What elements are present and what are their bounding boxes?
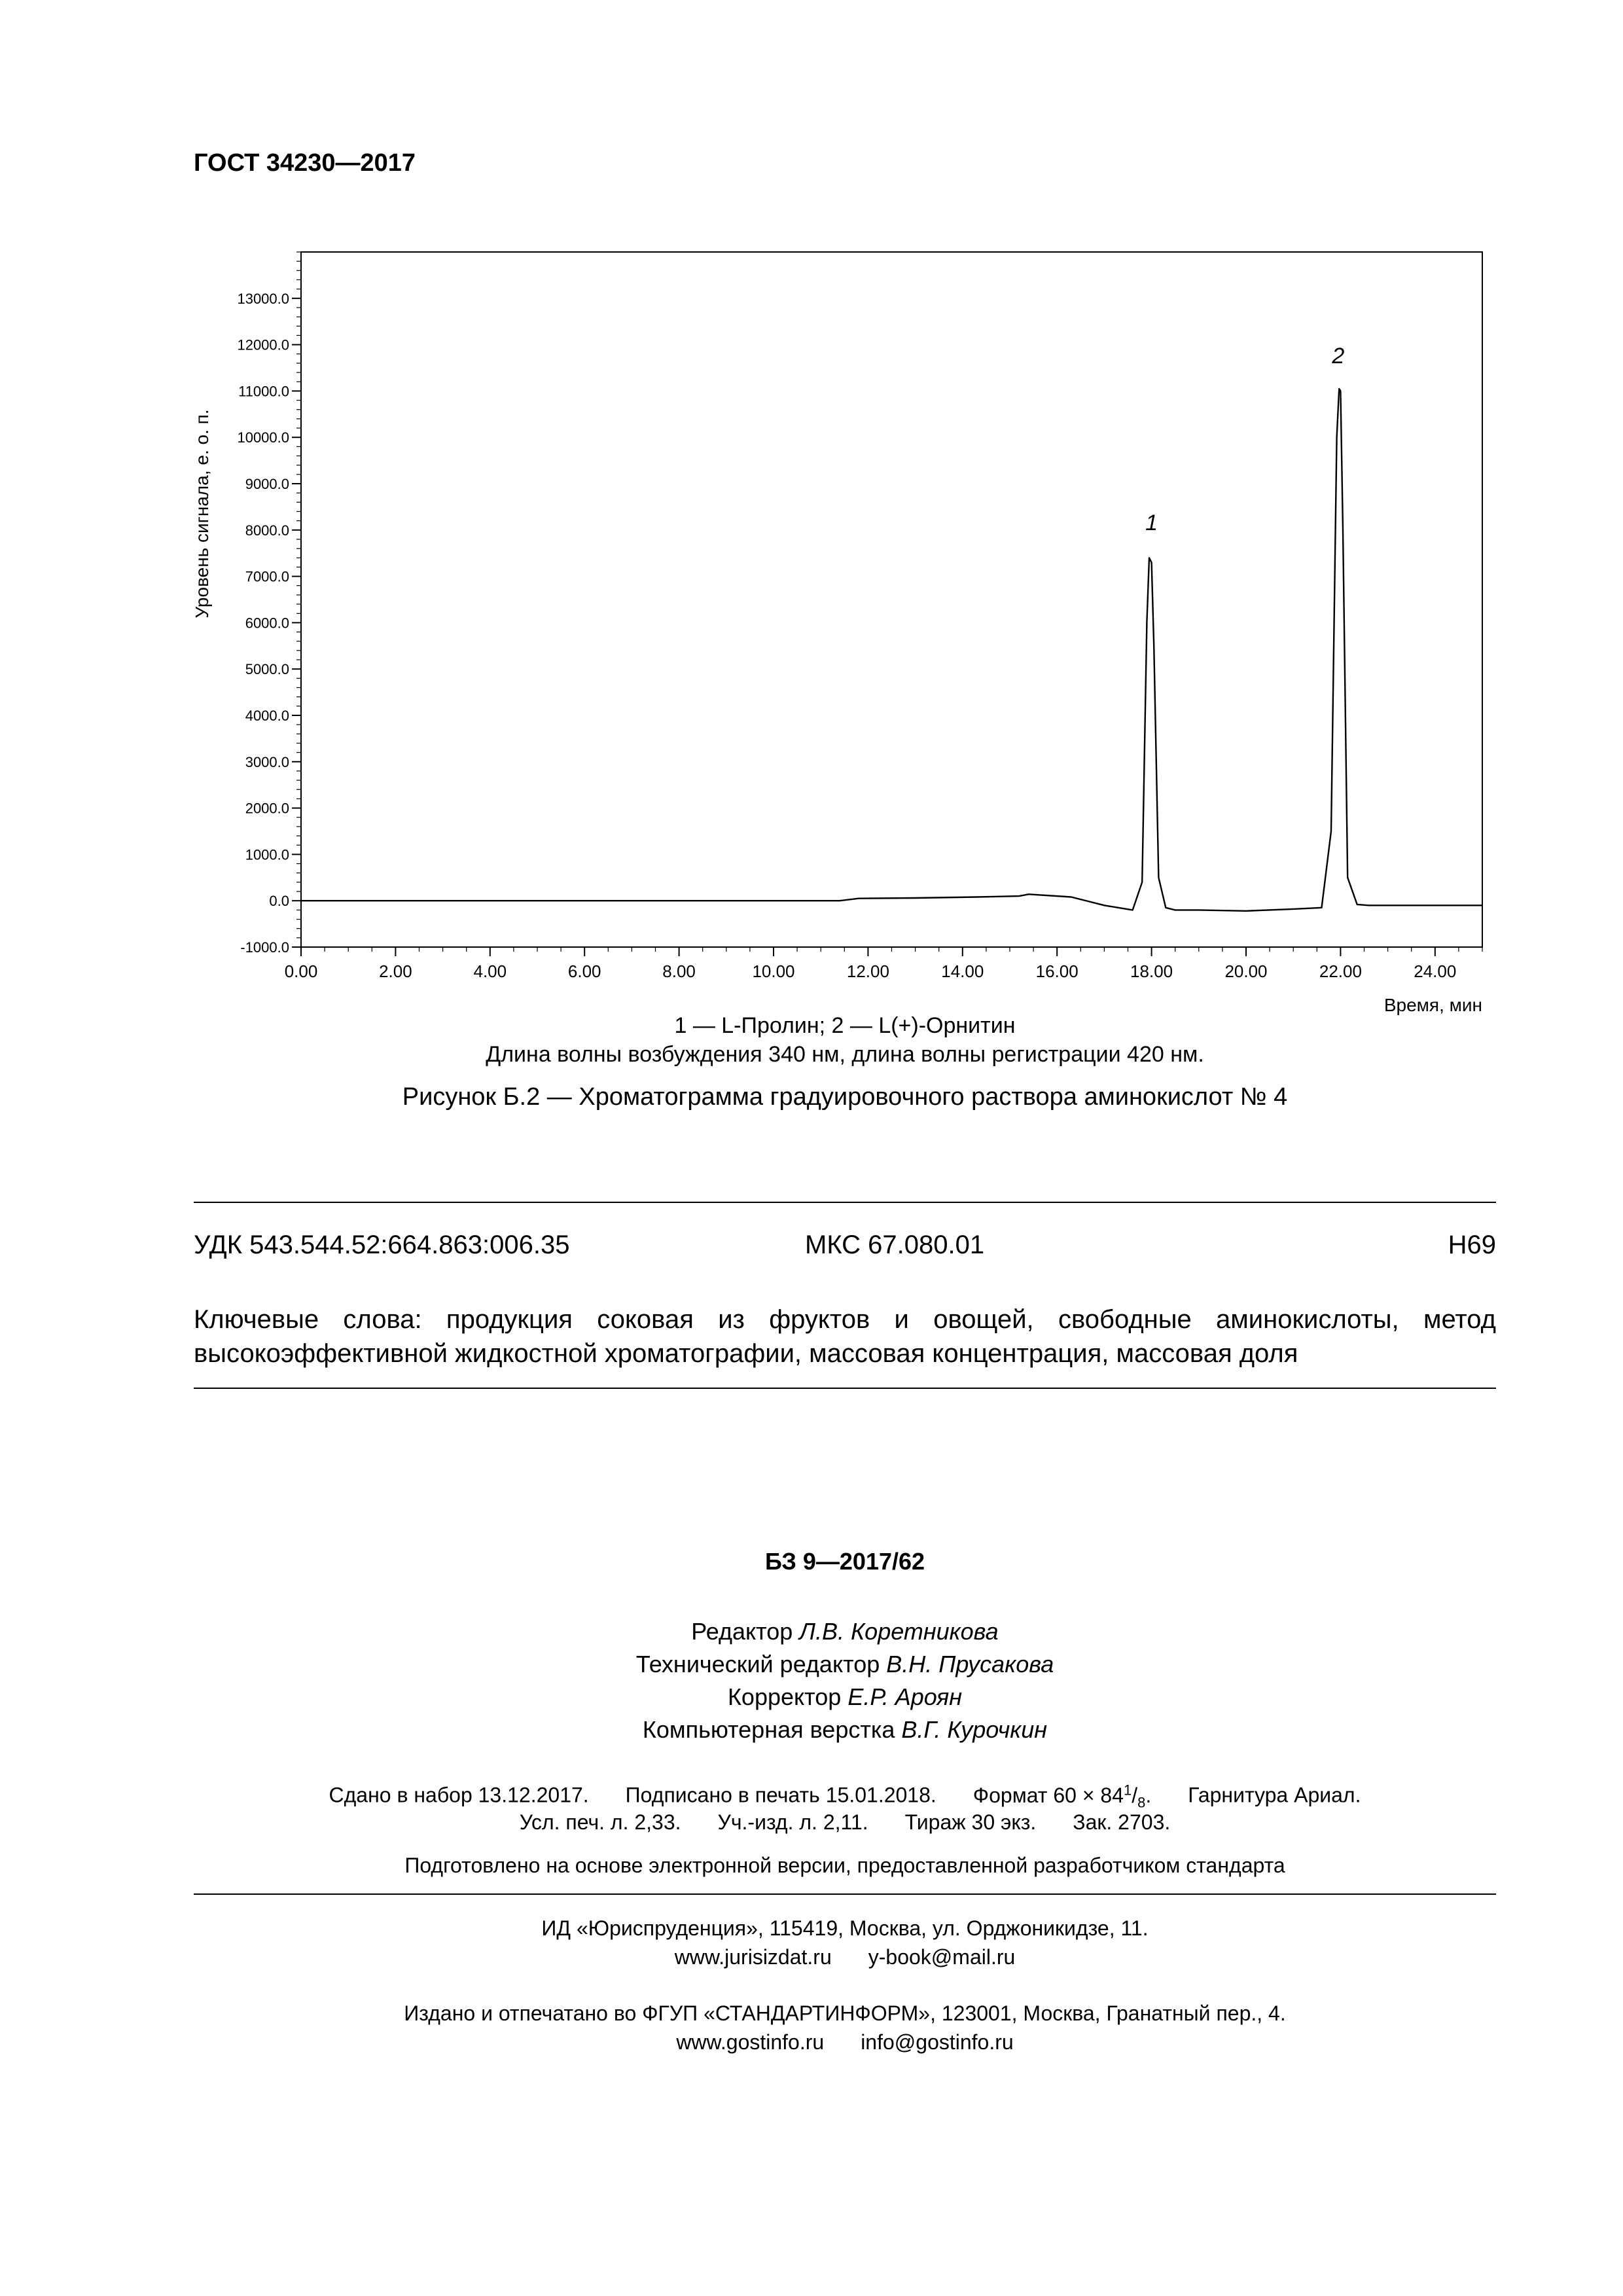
y-tick-label: 0.0	[269, 893, 289, 910]
credit-role: Редактор	[691, 1618, 793, 1645]
divider-keywords	[194, 1388, 1496, 1389]
mks-code: МКС 67.080.01	[805, 1230, 985, 1259]
legend-line-1: 1 — L-Пролин; 2 — L(+)-Орнитин	[674, 1013, 1016, 1038]
peak-label: 1	[1145, 510, 1158, 535]
imprint-line-2	[194, 1810, 1496, 1835]
imprint-prepared: Подготовлено на основе электронной версии, предоставленной разработчиком стандарта	[404, 1854, 1285, 1877]
y-axis-title: Уровень сигнала, е. о. п.	[192, 409, 212, 619]
x-axis-title: Время, мин	[1383, 995, 1482, 1015]
keywords: Ключевые слова: продукция соковая из фруктов и овощей, свободные аминокислоты, метод высокоэффективной жидкостной хроматографии, массовая концентрация, массовая доля	[194, 1305, 1496, 1368]
credit-name: В.Н. Прусакова	[886, 1651, 1054, 1677]
x-tick-label: 6.00	[567, 961, 601, 981]
publisher-email-link[interactable]: y-book@mail.ru	[868, 1945, 1016, 1969]
chromatogram-line	[301, 389, 1482, 911]
document-header: ГОСТ 34230—2017	[194, 149, 416, 177]
y-tick-label: 9000.0	[245, 476, 289, 492]
imprint-line-1	[194, 1782, 1496, 1811]
printer-web-link[interactable]: www.gostinfo.ru	[676, 2030, 825, 2054]
publisher-web-link[interactable]: www.jurisizdat.ru	[674, 1945, 832, 1969]
y-tick-label: 2000.0	[245, 800, 289, 817]
credit-role: Технический редактор	[635, 1651, 880, 1677]
bz-number: БЗ 9—2017/62	[764, 1548, 925, 1575]
divider-bottom	[194, 1893, 1496, 1895]
imprint-order: Зак. 2703.	[1073, 1810, 1171, 1834]
imprint-sent: Сдано в набор 13.12.2017.	[329, 1783, 589, 1807]
x-tick-label: 10.00	[752, 961, 795, 981]
credit-corrector	[194, 1683, 1496, 1711]
y-tick-label: 8000.0	[245, 522, 289, 539]
divider-top	[194, 1202, 1496, 1203]
y-tick-label: 13000.0	[237, 290, 289, 307]
y-tick-label: 6000.0	[245, 615, 289, 632]
y-tick-label: 5000.0	[245, 661, 289, 678]
publisher-contacts	[194, 1945, 1496, 1969]
x-tick-label: 20.00	[1224, 961, 1268, 981]
y-tick-label: 12000.0	[237, 336, 289, 353]
y-tick-label: 4000.0	[245, 708, 289, 724]
x-tick-label: 0.00	[284, 961, 318, 981]
y-tick-label: 7000.0	[245, 568, 289, 585]
imprint-format: Формат $60 \times 84^1/_8$.	[972, 1782, 1152, 1811]
imprint-sheets: Усл. печ. л. 2,33.	[519, 1810, 681, 1834]
x-tick-label: 16.00	[1035, 961, 1079, 981]
x-tick-label: 2.00	[379, 961, 412, 981]
udk-code: УДК 543.544.52:664.863:006.35	[194, 1230, 570, 1259]
x-tick-label: 4.00	[473, 961, 507, 981]
x-tick-label: 24.00	[1414, 961, 1457, 981]
credit-role: Компьютерная верстка	[642, 1716, 895, 1743]
x-tick-label: 8.00	[662, 961, 696, 981]
y-tick-label: 3000.0	[245, 753, 289, 770]
credit-tech-editor	[194, 1651, 1496, 1678]
imprint-run: Тираж 30 экз.	[904, 1810, 1037, 1834]
y-tick-label: -1000.0	[240, 939, 289, 956]
printer-contacts	[194, 2030, 1496, 2054]
credit-editor	[194, 1618, 1496, 1645]
imprint-font: Гарнитура Ариал.	[1188, 1783, 1361, 1807]
y-tick-label: 1000.0	[245, 846, 289, 863]
credit-role: Корректор	[727, 1683, 842, 1710]
legend-line-2: Длина волны возбуждения 340 нм, длина волны регистрации 420 нм.	[486, 1042, 1204, 1067]
classification-code: Н69	[1448, 1230, 1496, 1259]
chromatogram-chart	[183, 239, 1505, 1031]
credit-layout	[194, 1716, 1496, 1744]
peak-label: 2	[1332, 343, 1345, 368]
plot-frame	[301, 252, 1482, 947]
x-tick-label: 14.00	[941, 961, 984, 981]
imprint-signed: Подписано в печать 15.01.2018.	[625, 1783, 936, 1807]
publisher-line: ИД «Юриспруденция», 115419, Москва, ул. Орджоникидзе, 11.	[541, 1916, 1149, 1940]
printer-email-link[interactable]: info@gostinfo.ru	[861, 2030, 1014, 2054]
credit-name: Е.Р. Ароян	[847, 1683, 963, 1710]
imprint-pub-sheets: Уч.-изд. л. 2,11.	[717, 1810, 868, 1834]
credit-name: В.Г. Курочкин	[901, 1716, 1048, 1743]
x-tick-label: 22.00	[1319, 961, 1362, 981]
y-tick-label: 10000.0	[237, 429, 289, 446]
x-tick-label: 18.00	[1130, 961, 1173, 981]
printer-line: Издано и отпечатано во ФГУП «СТАНДАРТИНФОРМ», 123001, Москва, Гранатный пер., 4.	[404, 2001, 1286, 2025]
figure-title: Рисунок Б.2 — Хроматограмма градуировочного раствора аминокислот № 4	[402, 1083, 1288, 1111]
credit-name: Л.В. Коретникова	[799, 1618, 999, 1645]
x-tick-label: 12.00	[846, 961, 889, 981]
y-tick-label: 11000.0	[238, 383, 289, 400]
